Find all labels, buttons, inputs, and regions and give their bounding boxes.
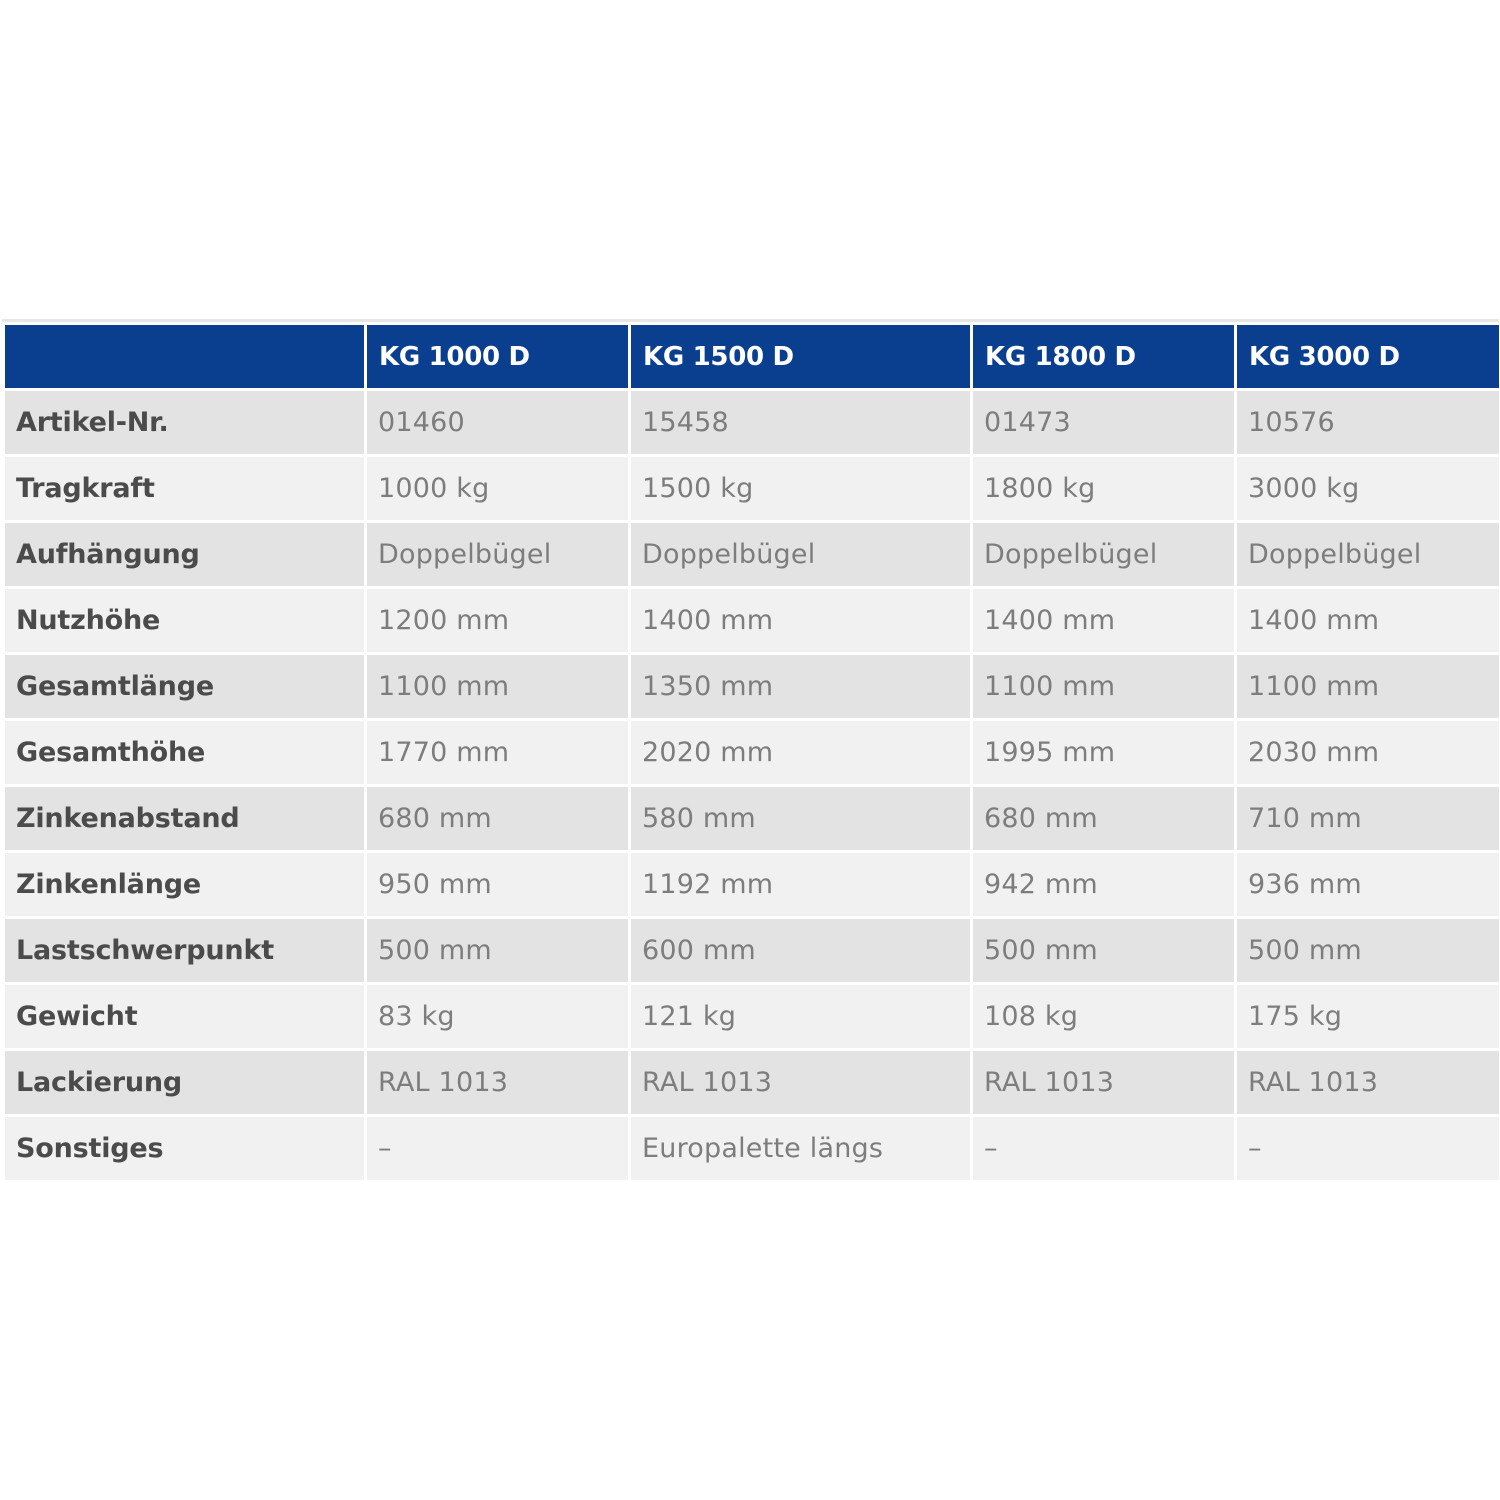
table-row [5,985,1499,1048]
table-cell: 1000 kg [367,457,628,520]
table-row [5,457,1499,520]
table-cell: 1200 mm [367,589,628,652]
table-row [5,853,1499,916]
row-label: Lackierung [5,1051,364,1114]
row-label: Zinkenlänge [5,853,364,916]
header-row [5,325,1499,388]
table-row [5,391,1499,454]
table-cell: 1100 mm [367,655,628,718]
table-row [5,1117,1499,1180]
spec-table-container [2,319,1499,1183]
table-cell: Europalette längs [631,1117,970,1180]
table-cell: 942 mm [973,853,1234,916]
table-row [5,523,1499,586]
table-cell: 680 mm [973,787,1234,850]
table-cell: 01473 [973,391,1234,454]
table-cell: 1192 mm [631,853,970,916]
table-row [5,721,1499,784]
table-row [5,655,1499,718]
table-cell: 1100 mm [1237,655,1499,718]
table-cell: 1400 mm [631,589,970,652]
row-label: Gesamtlänge [5,655,364,718]
table-cell: 1500 kg [631,457,970,520]
table-cell: – [973,1117,1234,1180]
table-cell: – [367,1117,628,1180]
table-cell: 500 mm [1237,919,1499,982]
column-header: KG 1500 D [631,325,970,388]
table-row [5,919,1499,982]
table-cell: 936 mm [1237,853,1499,916]
table-cell: Doppelbügel [631,523,970,586]
row-label: Gewicht [5,985,364,1048]
table-cell: 01460 [367,391,628,454]
row-label: Sonstiges [5,1117,364,1180]
table-header [5,325,1499,388]
table-cell: 1100 mm [973,655,1234,718]
row-label: Zinkenabstand [5,787,364,850]
table-cell: 580 mm [631,787,970,850]
table-cell: 175 kg [1237,985,1499,1048]
column-header: KG 1800 D [973,325,1234,388]
table-cell: 950 mm [367,853,628,916]
table-cell: 680 mm [367,787,628,850]
table-cell: 15458 [631,391,970,454]
table-cell: 1400 mm [973,589,1234,652]
table-cell: RAL 1013 [973,1051,1234,1114]
table-cell: Doppelbügel [367,523,628,586]
row-label: Tragkraft [5,457,364,520]
table-cell: 10576 [1237,391,1499,454]
table-cell: 83 kg [367,985,628,1048]
table-cell: 1770 mm [367,721,628,784]
table-cell: 1400 mm [1237,589,1499,652]
row-label: Nutzhöhe [5,589,364,652]
spec-table [2,322,1500,1183]
table-cell: RAL 1013 [367,1051,628,1114]
row-label: Lastschwerpunkt [5,919,364,982]
table-cell: – [1237,1117,1499,1180]
table-cell: RAL 1013 [1237,1051,1499,1114]
row-label: Gesamthöhe [5,721,364,784]
table-cell: 2020 mm [631,721,970,784]
column-header: KG 1000 D [367,325,628,388]
table-cell: RAL 1013 [631,1051,970,1114]
table-cell: 710 mm [1237,787,1499,850]
table-row [5,1051,1499,1114]
column-header: KG 3000 D [1237,325,1499,388]
table-cell: Doppelbügel [1237,523,1499,586]
header-corner-cell [5,325,364,388]
table-cell: 121 kg [631,985,970,1048]
row-label: Aufhängung [5,523,364,586]
table-cell: 1800 kg [973,457,1234,520]
table-cell: 2030 mm [1237,721,1499,784]
table-body [5,391,1499,1180]
table-cell: 600 mm [631,919,970,982]
table-cell: 1350 mm [631,655,970,718]
table-cell: Doppelbügel [973,523,1234,586]
row-label: Artikel-Nr. [5,391,364,454]
table-row [5,589,1499,652]
table-cell: 3000 kg [1237,457,1499,520]
table-cell: 500 mm [973,919,1234,982]
table-cell: 108 kg [973,985,1234,1048]
table-cell: 500 mm [367,919,628,982]
table-row [5,787,1499,850]
table-cell: 1995 mm [973,721,1234,784]
